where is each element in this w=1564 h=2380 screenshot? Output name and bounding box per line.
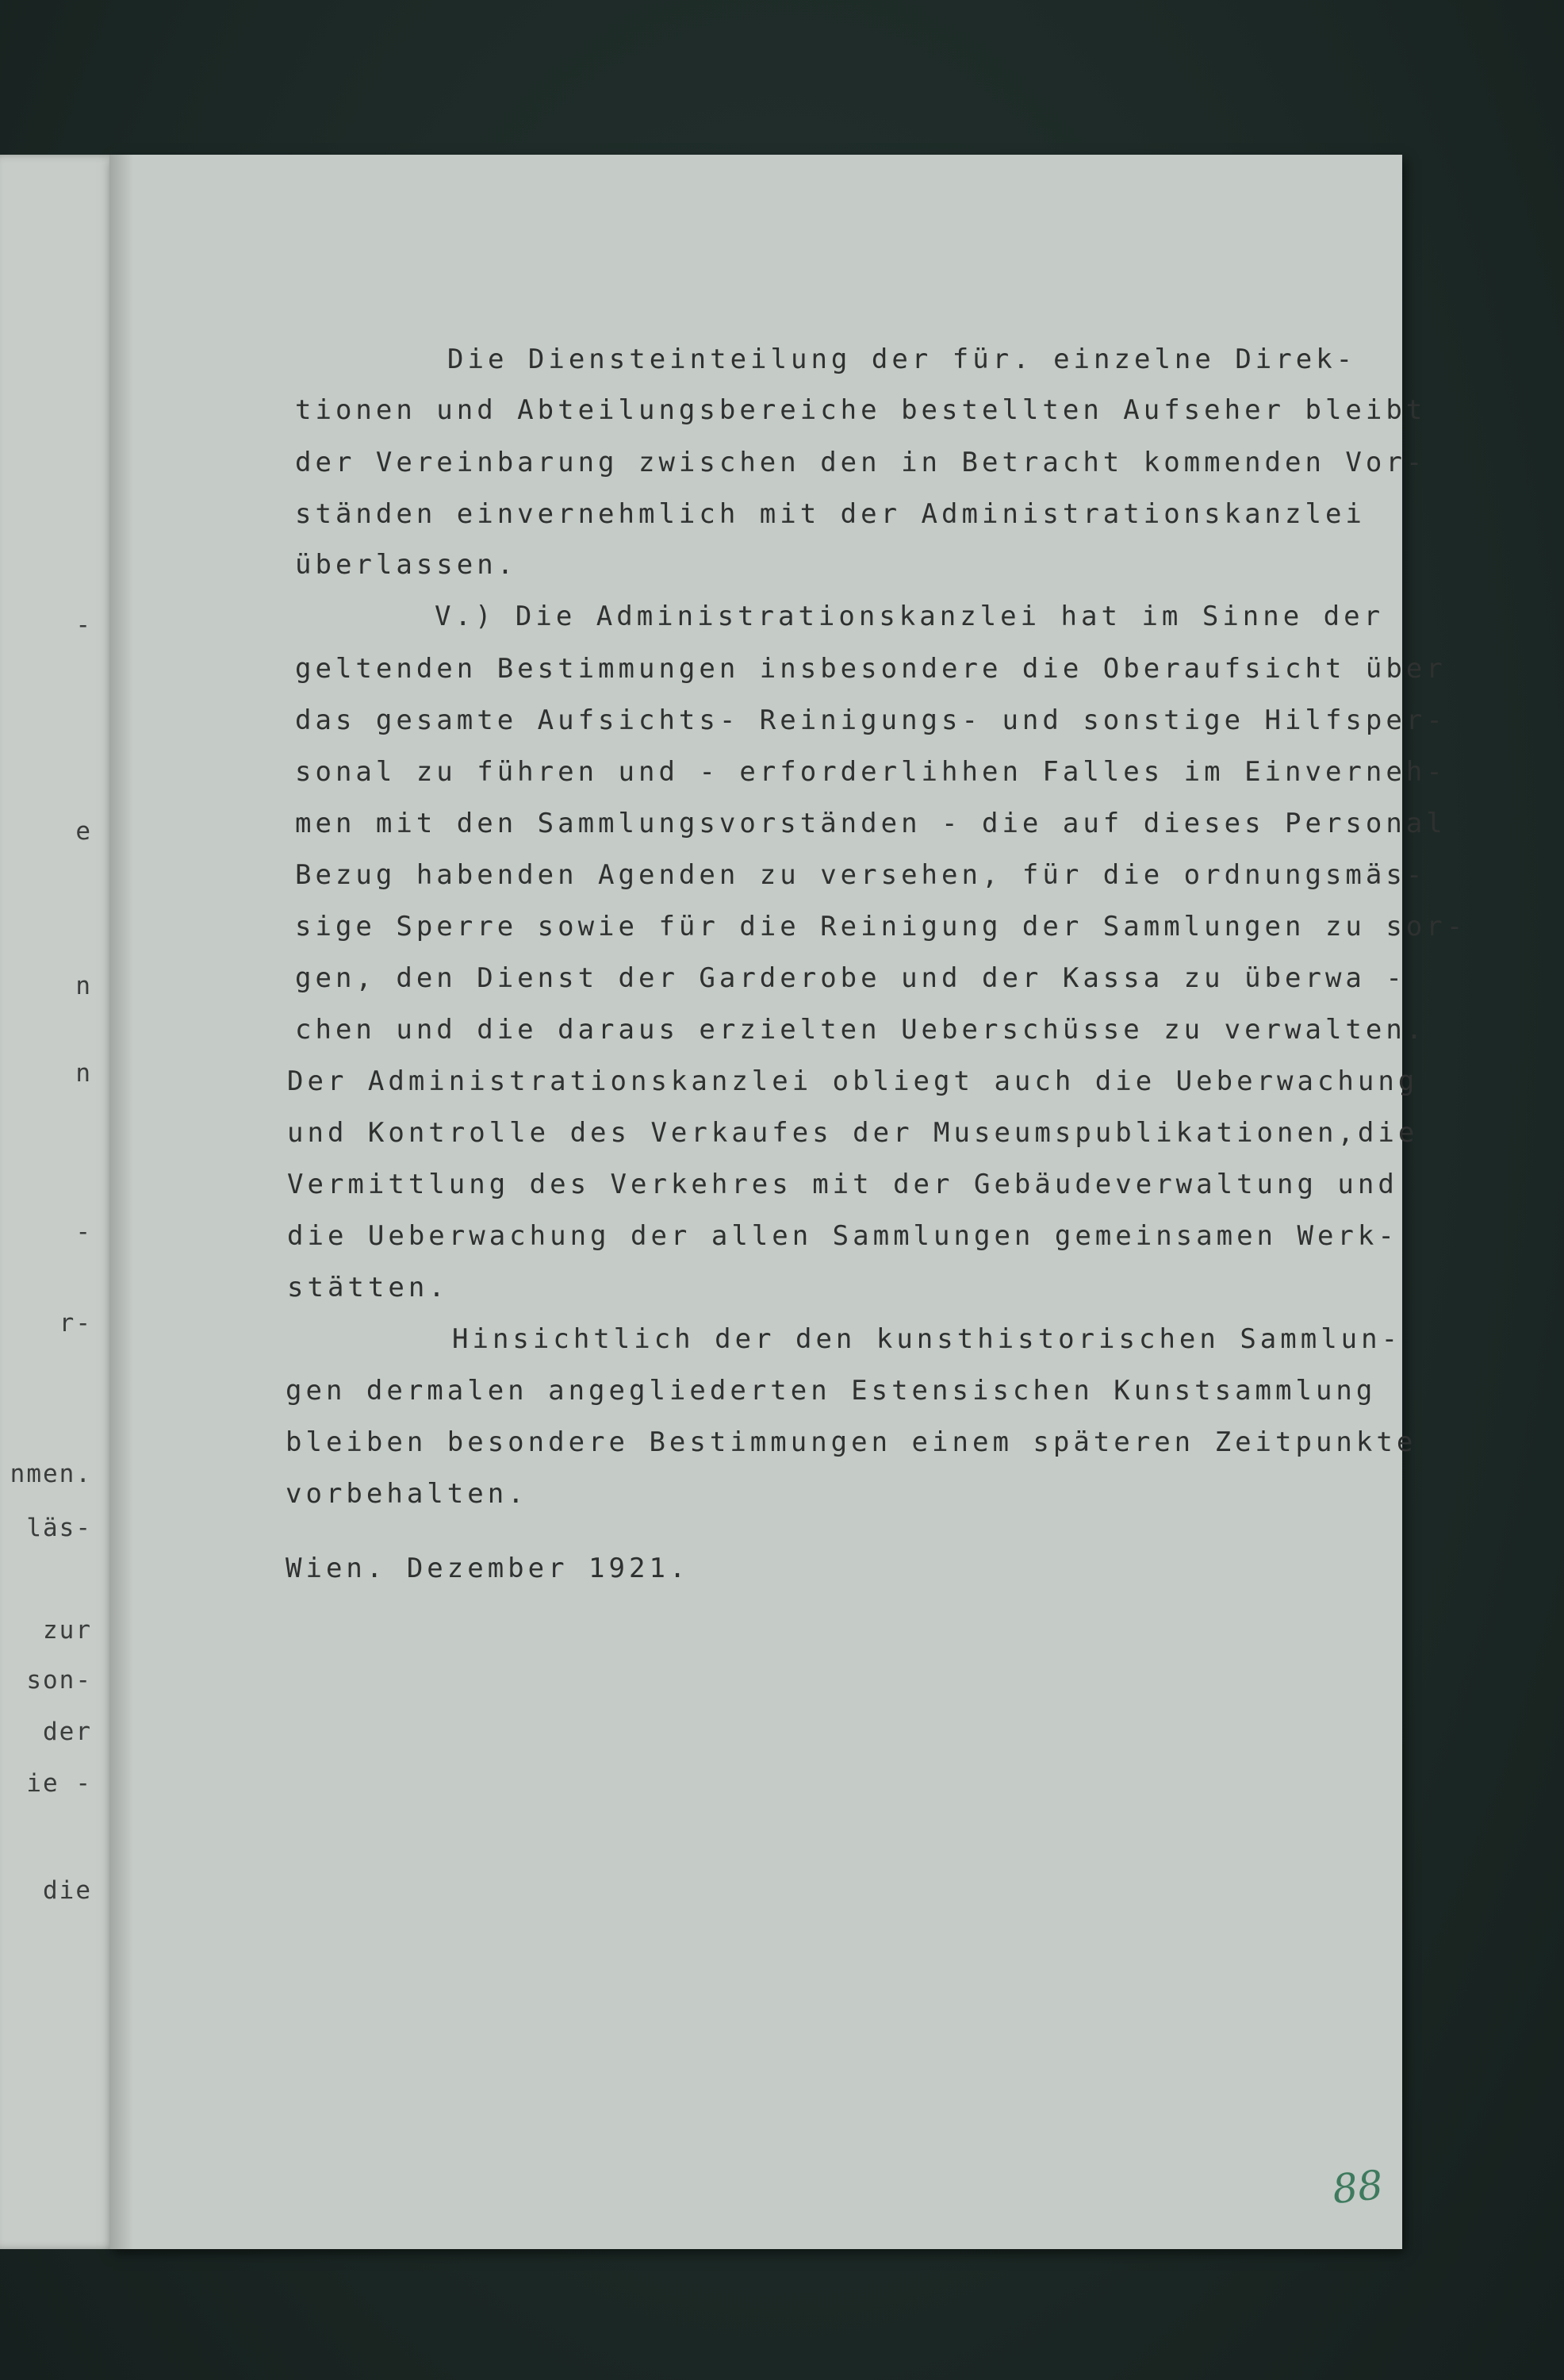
- left-fragment: ie -: [26, 1769, 92, 1798]
- text-line: stätten.: [287, 1272, 449, 1303]
- text-line: chen und die daraus erzielten Ueberschüsse zu verwalten.: [295, 1014, 1427, 1046]
- text-line: die Ueberwachung der allen Sammlungen gemeinsamen Werk-: [287, 1220, 1398, 1252]
- left-fragment: son-: [26, 1666, 92, 1695]
- text-line: Der Administrationskanzlei obliegt auch die Ueberwachung: [287, 1065, 1419, 1097]
- text-line: gen, den Dienst der Garderobe und der Kassa zu überwa -: [295, 962, 1406, 994]
- text-line: men mit den Sammlungsvorständen - die auf dieses Personal: [295, 808, 1447, 839]
- text-line: Die Diensteinteilung der für. einzelne Direk-: [447, 344, 1357, 375]
- left-fragment: n: [75, 972, 92, 1000]
- document-page: [109, 155, 1467, 2249]
- text-line: geltenden Bestimmungen insbesondere die Oberaufsicht über: [295, 653, 1447, 685]
- text-line: V.) Die Administrationskanzlei hat im Sinne der: [435, 601, 1385, 632]
- left-fragment: e: [75, 817, 92, 846]
- folio-number: 88: [1330, 2161, 1386, 2213]
- text-line: das gesamte Aufsichts- Reinigungs- und sonstige Hilfsper-: [295, 704, 1447, 736]
- left-fragment: n: [75, 1059, 92, 1088]
- left-fragment: -: [75, 611, 92, 639]
- left-fragment: nmen.: [10, 1460, 92, 1488]
- text-line: gen dermalen angegliederten Estensischen Kunstsammlung: [286, 1375, 1377, 1407]
- text-line: Hinsichtlich der den kunsthistorischen Sammlun-: [452, 1323, 1402, 1355]
- text-line: Vermittlung des Verkehres mit der Gebäudeverwaltung und: [287, 1169, 1398, 1200]
- left-fragment: zur: [43, 1616, 92, 1645]
- text-line: und Kontrolle des Verkaufes der Museumspublikationen,die: [287, 1117, 1419, 1149]
- left-fragment: die: [43, 1876, 92, 1905]
- text-line: Bezug habenden Agenden zu versehen, für die ordnungsmäs-: [295, 859, 1427, 891]
- typed-text-block: [109, 155, 1467, 2249]
- text-line: sige Sperre sowie für die Reinigung der Sammlungen zu sor-: [295, 911, 1467, 942]
- left-fragment: -: [75, 1218, 92, 1246]
- left-page-edge: [0, 155, 127, 2249]
- left-fragment: r-: [59, 1309, 92, 1338]
- text-line: ständen einvernehmlich mit der Administrationskanzlei: [295, 498, 1366, 530]
- left-fragment: der: [43, 1718, 92, 1746]
- text-line: der Vereinbarung zwischen den in Betracht kommenden Vor-: [295, 447, 1427, 478]
- text-line: sonal zu führen und - erforderlihhen Falles im Einverneh-: [295, 756, 1447, 788]
- text-line: tionen und Abteilungsbereiche bestellten Aufseher bleibt: [295, 394, 1427, 426]
- left-fragment: läs-: [26, 1514, 92, 1542]
- text-line: vorbehalten.: [286, 1478, 528, 1510]
- text-line: bleiben besondere Bestimmungen einem späteren Zeitpunkte: [286, 1426, 1417, 1458]
- text-line: überlassen.: [295, 549, 518, 581]
- text-line: Wien. Dezember 1921.: [286, 1553, 690, 1584]
